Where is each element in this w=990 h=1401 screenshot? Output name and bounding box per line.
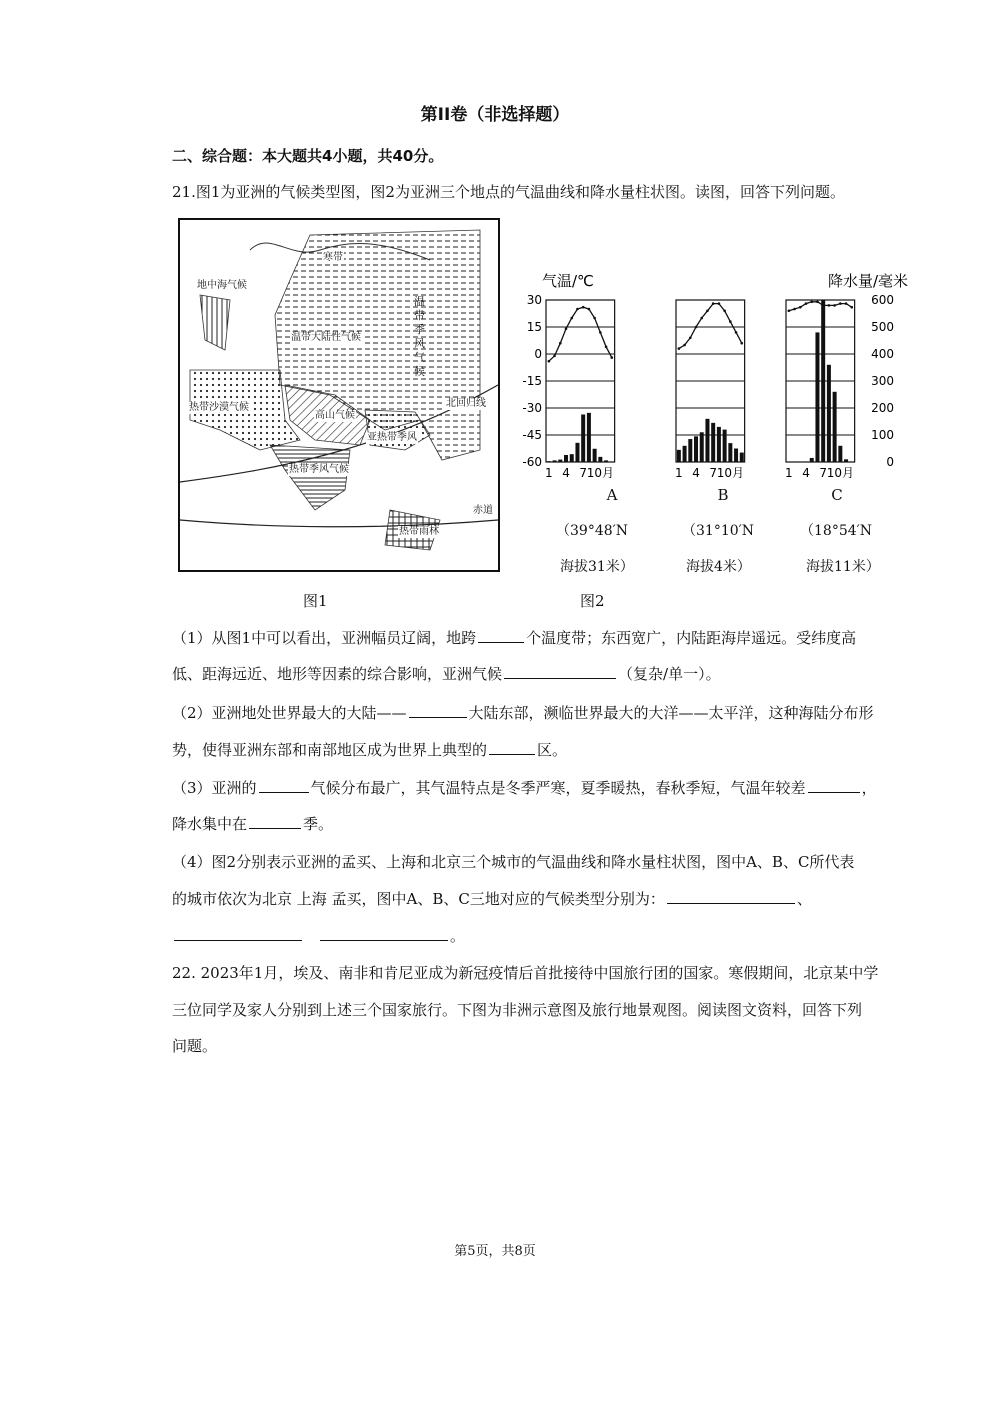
precip-bar-B-m1 — [677, 450, 681, 462]
right-axis-title: 降水量/毫米 — [827, 272, 908, 290]
month-tick-label: 10月 — [586, 466, 614, 480]
q21-part1-line2 — [172, 663, 721, 684]
precip-bar-A-m3 — [558, 460, 562, 462]
answer-blank[interactable] — [174, 926, 302, 941]
precip-bar-C-m12 — [850, 461, 854, 462]
label-temperate-continental: 温带大陆性气候 — [291, 332, 361, 343]
q21-part4-line2 — [172, 888, 812, 909]
station-c-lat: （18°54′N — [800, 523, 873, 539]
month-tick-label: 10月 — [716, 466, 744, 480]
temp-point-C-m10 — [839, 302, 842, 305]
precip-bar-B-m11 — [734, 449, 738, 463]
temp-point-B-m3 — [689, 337, 692, 340]
precip-bar-B-m6 — [705, 419, 709, 462]
precip-bar-A-m7 — [581, 414, 585, 462]
q21-stem: 21.图1为亚洲的气候类型图，图2为亚洲三个地点的气温曲线和降水量柱状图。读图，回答下列问题。 — [172, 183, 845, 201]
temp-point-C-m7 — [822, 304, 825, 307]
precip-bar-A-m10 — [598, 457, 602, 462]
precip-tick-label: 500 — [871, 320, 894, 334]
q22-line3: 问题。 — [172, 1037, 218, 1055]
label-tropical-desert: 热带沙漠气候 — [189, 402, 249, 413]
label-mediterranean: 地中海气候 — [197, 280, 247, 291]
answer-blank[interactable] — [667, 889, 795, 904]
precip-bar-A-m2 — [553, 460, 557, 462]
text: 降水集中在 — [172, 815, 248, 833]
text: 季。 — [303, 815, 334, 833]
text: 气候分布最广，其气温特点是冬季严寒，夏季暖热，春秋季短，气温年较差 — [310, 779, 806, 797]
text: 的城市依次为北京 上海 孟买，图中A、B、C三地对应的气候类型分别为： — [172, 890, 665, 908]
temp-point-B-m2 — [683, 344, 686, 347]
q21-part3-line2 — [172, 813, 333, 834]
q21-part3-line1 — [172, 777, 877, 798]
precip-tick-label: 600 — [871, 293, 894, 307]
label-temperate-monsoon-vertical — [414, 295, 426, 379]
temp-point-A-m9 — [593, 317, 596, 320]
precip-bar-B-m5 — [700, 432, 704, 462]
q21-part2-line1 — [172, 702, 874, 723]
page-footer: 第5页，共8页 — [454, 1244, 536, 1259]
temp-point-A-m1 — [548, 360, 551, 363]
vertical-char: 候 — [414, 365, 425, 378]
temp-tick-label: -15 — [522, 374, 542, 388]
month-tick-label: 1 — [545, 466, 553, 480]
temp-point-C-m8 — [828, 304, 831, 307]
temp-point-A-m6 — [576, 308, 579, 311]
temp-point-C-m6 — [816, 301, 819, 304]
temp-point-C-m5 — [810, 301, 813, 304]
text: 。 — [450, 927, 466, 945]
temp-tick-label: 0 — [534, 347, 542, 361]
part-heading: 二、综合题：本大题共4小题，共40分。 — [172, 147, 444, 165]
temp-point-A-m11 — [605, 346, 608, 349]
vertical-char: 带 — [414, 309, 425, 322]
precip-bar-C-m4 — [804, 461, 808, 462]
station-c-alt: 海拔11米） — [806, 559, 880, 575]
temp-point-A-m3 — [559, 342, 562, 345]
temp-point-B-m7 — [712, 302, 715, 305]
temp-curve-A — [549, 307, 612, 361]
precip-bar-A-m9 — [593, 449, 597, 462]
precip-bar-A-m4 — [564, 455, 568, 462]
temp-point-C-m4 — [805, 302, 808, 305]
precip-bar-A-m8 — [587, 413, 591, 462]
q21-part1-line1 — [172, 627, 856, 648]
temp-point-C-m9 — [833, 304, 836, 307]
temp-point-B-m5 — [700, 317, 703, 320]
month-tick-label: 1 — [675, 466, 683, 480]
asia-climate-map — [178, 218, 500, 572]
temp-point-B-m9 — [723, 310, 726, 313]
temp-point-B-m12 — [740, 342, 743, 345]
temp-point-C-m2 — [793, 308, 796, 311]
precip-bar-B-m7 — [711, 423, 715, 462]
month-tick-label: 1 — [785, 466, 793, 480]
precip-bar-B-m8 — [717, 427, 721, 462]
temp-point-A-m4 — [565, 328, 568, 331]
equator-line — [180, 520, 498, 527]
temp-curve-C — [789, 302, 852, 311]
text: （2）亚洲地处世界最大的大陆—— — [172, 704, 407, 722]
answer-blank[interactable] — [478, 628, 524, 643]
vertical-char: 温 — [414, 295, 425, 308]
station-b-lat: （31°10′N — [682, 523, 755, 539]
station-b-label: B — [717, 486, 729, 504]
label-tropical-rainforest: 热带雨林 — [399, 526, 439, 537]
precip-bar-B-m12 — [740, 453, 744, 462]
label-highland: 高山气候 — [315, 410, 355, 421]
month-tick-label: 4 — [692, 466, 700, 480]
vertical-char: 季 — [414, 323, 425, 336]
temp-point-C-m12 — [850, 306, 853, 309]
text: （3）亚洲的 — [172, 779, 257, 797]
answer-blank[interactable] — [249, 814, 301, 829]
station-c-label: C — [831, 486, 843, 504]
fig1-caption: 图1 — [303, 592, 328, 610]
station-a-label: A — [606, 486, 618, 504]
text: 势，使得亚洲东部和南部地区成为世界上典型的 — [172, 741, 488, 759]
month-tick-label: 4 — [802, 466, 810, 480]
month-tick-label: 7 — [579, 466, 588, 480]
precip-tick-label: 200 — [871, 401, 894, 415]
station-b-alt: 海拔4米） — [686, 559, 751, 575]
month-tick-label: 4 — [562, 466, 570, 480]
label-arctic: 寒带 — [323, 252, 343, 263]
q22-line2: 三位同学及家人分别到上述三个国家旅行。下图为非洲示意图及旅行地景观图。阅读图文资料，回答下列 — [172, 1001, 863, 1019]
temp-tick-label: -30 — [522, 401, 542, 415]
precip-bar-B-m9 — [723, 430, 727, 462]
q21-part4-line1: （4）图2分别表示亚洲的孟买、上海和北京三个城市的气温曲线和降水量柱状图，图中A、B、C所代表 — [172, 853, 855, 871]
precip-bar-B-m3 — [688, 439, 692, 462]
left-axis-title: 气温/℃ — [542, 272, 594, 290]
month-tick-label: 7 — [709, 466, 718, 480]
text: 个温度带；东西宽广，内陆距海岸遥远。受纬度高 — [526, 629, 857, 647]
temp-point-A-m12 — [610, 356, 613, 359]
fig2-caption: 图2 — [580, 592, 605, 610]
temp-curve-B — [679, 304, 742, 349]
temp-point-A-m8 — [588, 308, 591, 311]
answer-blank[interactable] — [808, 778, 860, 793]
q21-part2-line2 — [172, 739, 567, 760]
temp-tick-label: -45 — [522, 428, 542, 442]
temp-tick-label: -60 — [522, 455, 542, 469]
answer-blank[interactable] — [409, 703, 467, 718]
precip-bar-C-m10 — [838, 446, 842, 462]
answer-blank[interactable] — [259, 778, 309, 793]
label-tropical-monsoon: 热带季风气候 — [289, 464, 349, 475]
label-tropic-of-cancer: 北回归线 — [446, 398, 486, 409]
station-a-lat: （39°48′N — [556, 523, 629, 539]
temp-point-C-m11 — [845, 302, 848, 305]
precip-tick-label: 400 — [871, 347, 894, 361]
precip-bar-A-m1 — [547, 461, 551, 462]
label-equator: 赤道 — [473, 505, 493, 516]
station-a-alt: 海拔31米） — [560, 559, 634, 575]
text: ， — [861, 779, 877, 797]
precip-bar-A-m5 — [570, 454, 574, 462]
text: （1）从图1中可以看出，亚洲幅员辽阔，地跨 — [172, 629, 477, 647]
answer-blank[interactable] — [320, 926, 448, 941]
temp-point-B-m10 — [729, 320, 732, 323]
climate-charts — [522, 270, 910, 480]
month-tick-label: 7 — [819, 466, 828, 480]
precip-bar-C-m7 — [821, 300, 825, 462]
q22-line1: 22. 2023年1月，埃及、南非和肯尼亚成为新冠疫情后首批接待中国旅行团的国家。寒假期间，北京某中学 — [172, 964, 879, 982]
precip-bar-B-m10 — [728, 443, 732, 462]
precip-bar-C-m8 — [827, 365, 831, 462]
text: 区。 — [537, 741, 568, 759]
q21-part4-line3 — [172, 925, 465, 946]
temp-point-C-m3 — [799, 306, 802, 309]
text: 低、距海远近、地形等因素的综合影响，亚洲气候 — [172, 665, 503, 683]
text: 大陆东部，濒临世界最大的大洋——太平洋，这种海陆分布形 — [468, 704, 874, 722]
precip-bar-B-m4 — [694, 436, 698, 462]
temp-point-B-m6 — [706, 310, 709, 313]
section-title: 第II卷（非选择题） — [420, 105, 570, 125]
precip-bar-C-m9 — [833, 392, 837, 462]
precip-tick-label: 100 — [871, 428, 894, 442]
temp-point-B-m11 — [735, 331, 738, 334]
text: （复杂/单一）。 — [618, 665, 721, 683]
vertical-char: 气 — [414, 351, 425, 364]
temp-point-A-m7 — [582, 306, 585, 309]
temp-point-A-m2 — [553, 355, 556, 358]
precip-bar-A-m11 — [604, 460, 608, 462]
precip-tick-label: 0 — [886, 455, 894, 469]
temp-point-B-m1 — [678, 347, 681, 350]
temp-tick-label: 30 — [526, 293, 542, 307]
temp-point-B-m8 — [718, 302, 721, 305]
precip-bar-C-m6 — [815, 332, 819, 462]
month-tick-label: 10月 — [826, 466, 854, 480]
precip-tick-label: 300 — [871, 374, 894, 388]
temp-point-A-m5 — [570, 317, 573, 320]
precip-bar-A-m12 — [610, 461, 614, 462]
answer-blank[interactable] — [489, 740, 535, 755]
precip-bar-B-m2 — [683, 446, 687, 462]
precip-bar-C-m11 — [844, 459, 848, 462]
precip-bar-A-m6 — [575, 443, 579, 462]
temp-point-B-m4 — [695, 326, 698, 329]
label-subtropical-monsoon: 亚热带季风 — [367, 432, 417, 443]
temp-point-A-m10 — [599, 331, 602, 334]
temp-point-C-m1 — [788, 310, 791, 313]
precip-bar-C-m5 — [810, 458, 814, 462]
temp-tick-label: 15 — [526, 320, 542, 334]
map-drawing — [180, 220, 498, 570]
vertical-char: 风 — [414, 337, 425, 350]
text: 、 — [796, 890, 812, 908]
answer-blank[interactable] — [504, 664, 616, 679]
